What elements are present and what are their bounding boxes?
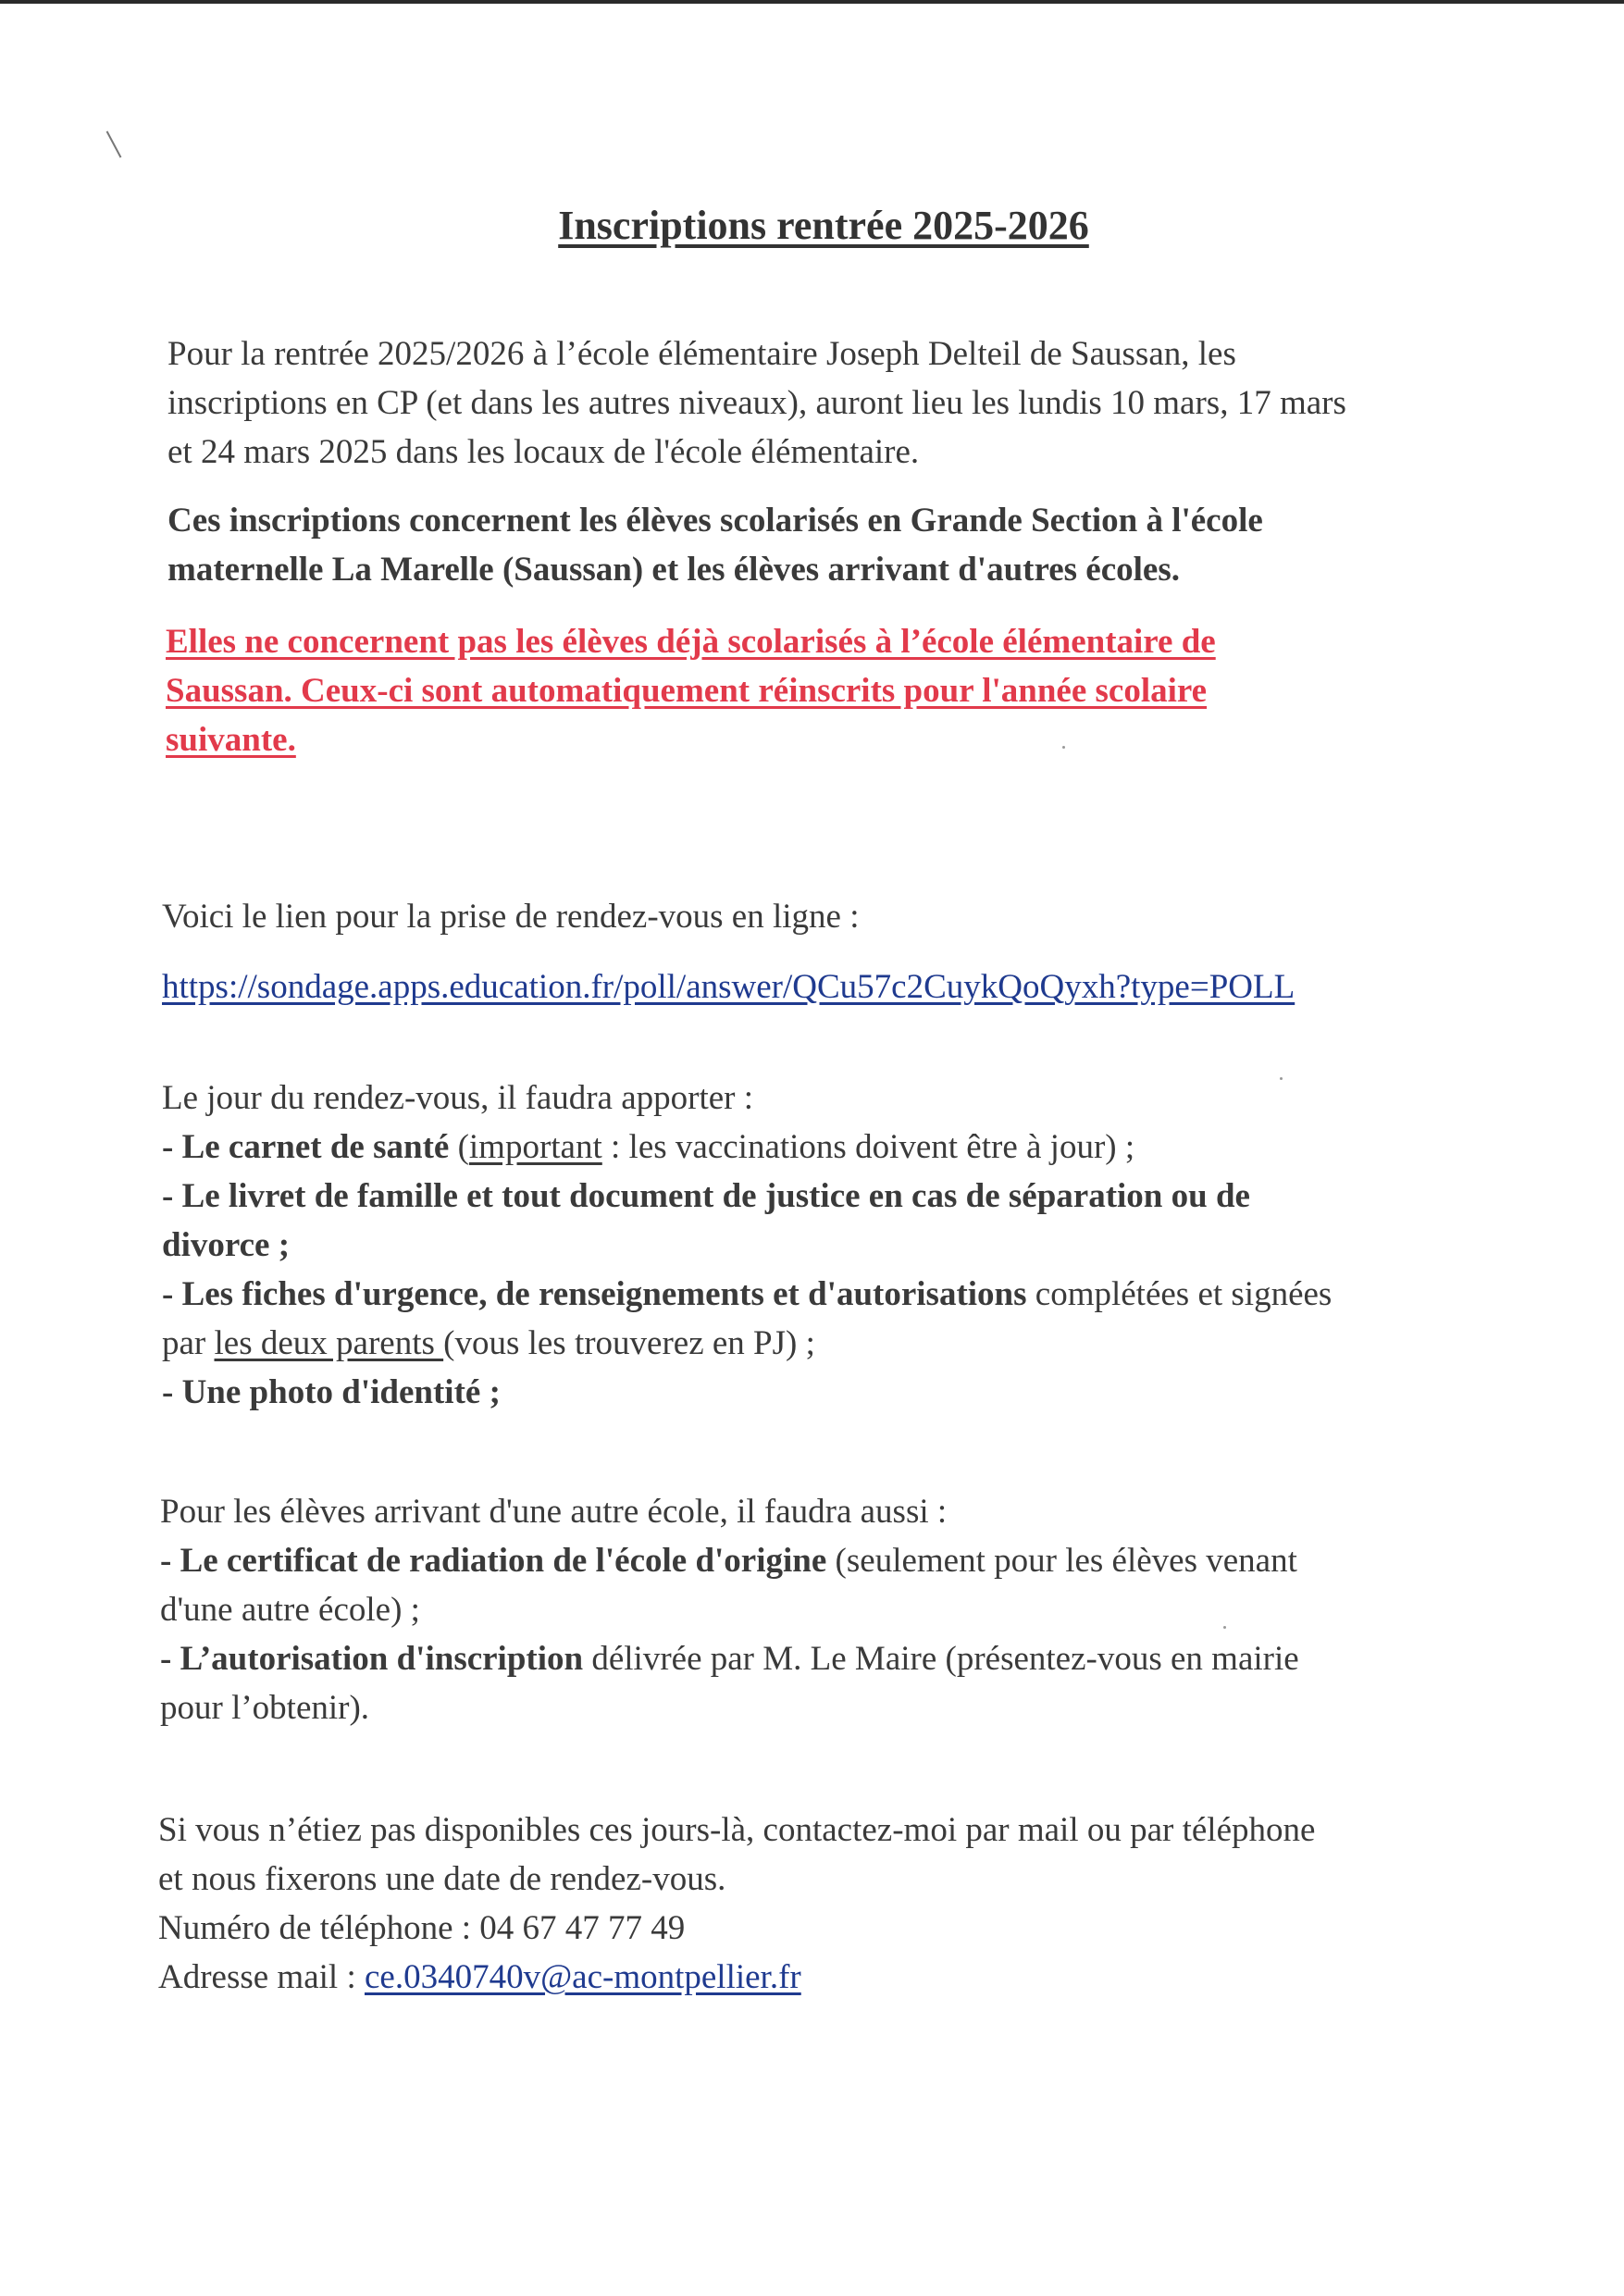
bring-item-3-parents: les deux parents [214,1324,444,1362]
bring-item-1-important: important [468,1128,602,1166]
bring-item-3-rest: complétées et signées [1026,1275,1333,1313]
concern-line-1: Ces inscriptions concernent les élèves scolarisés en Grande Section à l'école [167,502,1263,540]
mail-label: Adresse mail : [158,1958,365,1996]
other-item-1-rest: (seulement pour les élèves venant [826,1542,1297,1580]
mail-line [158,1953,1315,2002]
intro-line-1: Pour la rentrée 2025/2026 à l’école élémentaire Joseph Delteil de Saussan, les [167,335,1236,373]
bring-item-health-booklet [162,1123,1332,1172]
other-item-authorization-l2: pour l’obtenir). [160,1689,370,1727]
bring-item-family-booklet-l2: divorce ; [162,1226,291,1264]
other-item-certificate [160,1536,1299,1585]
page-title: Inscriptions rentrée 2025-2026 [558,203,1089,248]
other-item-1-bold: - Le certificat de radiation de l'école d'origine [160,1542,827,1580]
bring-item-3-post: (vous les trouverez en PJ) ; [443,1324,815,1362]
contact-line-1: Si vous n’étiez pas disponibles ces jours-là, contactez-moi par mail ou par téléphone [158,1811,1316,1849]
phone-line [158,1904,1315,1953]
other-school-list [160,1487,1299,1732]
bring-item-forms [162,1270,1332,1319]
warning-line-1: Elles ne concernent pas les élèves déjà scolarisés à l’école élémentaire de [166,623,1216,661]
concern-paragraph [167,496,1263,594]
poll-link[interactable]: https://sondage.apps.education.fr/poll/answer/QCu57c2CuykQoQyxh?type=POLL [162,968,1295,1006]
contact-block [158,1806,1315,2002]
other-intro: Pour les élèves arrivant d'une autre école, il faudra aussi : [160,1493,948,1531]
bring-list [162,1074,1332,1417]
contact-line-2: et nous fixerons une date de rendez-vous. [158,1860,726,1898]
scan-top-edge [0,0,1624,4]
bring-item-1-bold: - Le carnet de santé [162,1128,450,1166]
warning-line-3: suivante. [166,721,296,759]
intro-paragraph [167,329,1346,477]
scan-artifact [106,130,122,157]
mail-link[interactable]: ce.0340740v@ac-montpellier.fr [364,1958,801,1996]
other-item-certificate-l2: d'une autre école) ; [160,1591,420,1629]
other-item-authorization [160,1634,1299,1683]
link-line [162,962,1295,1011]
bring-item-3-bold: - Les fiches d'urgence, de renseignements et d'autorisations [162,1275,1027,1313]
warning-paragraph [166,617,1216,764]
bring-item-forms-l2 [162,1319,1332,1368]
phone-number: 04 67 47 77 49 [479,1909,686,1947]
intro-line-2: inscriptions en CP (et dans les autres niveaux), auront lieu les lundis 10 mars, 17 mars [167,384,1346,422]
phone-label: Numéro de téléphone : [158,1909,480,1947]
bring-item-3-pre: par [162,1324,215,1362]
other-item-2-rest: délivrée par M. Le Maire (présentez-vous en mairie [583,1640,1299,1678]
bring-intro: Le jour du rendez-vous, il faudra apporter : [162,1079,754,1117]
bring-item-family-booklet-l1: - Le livret de famille et tout document de justice en cas de séparation ou de [162,1177,1250,1215]
other-item-2-bold: - L’autorisation d'inscription [160,1640,584,1678]
link-intro: Voici le lien pour la prise de rendez-vous en ligne : [162,898,860,936]
intro-line-3: et 24 mars 2025 dans les locaux de l'école élémentaire. [167,433,920,471]
bring-item-1-open: ( [449,1128,469,1166]
bring-item-1-rest: : les vaccinations doivent être à jour) ; [601,1128,1135,1166]
concern-line-2: maternelle La Marelle (Saussan) et les élèves arrivant d'autres écoles. [167,551,1180,589]
bring-item-photo: - Une photo d'identité ; [162,1373,501,1411]
warning-line-2: Saussan. Ceux-ci sont automatiquement réinscrits pour l'année scolaire [166,672,1208,710]
